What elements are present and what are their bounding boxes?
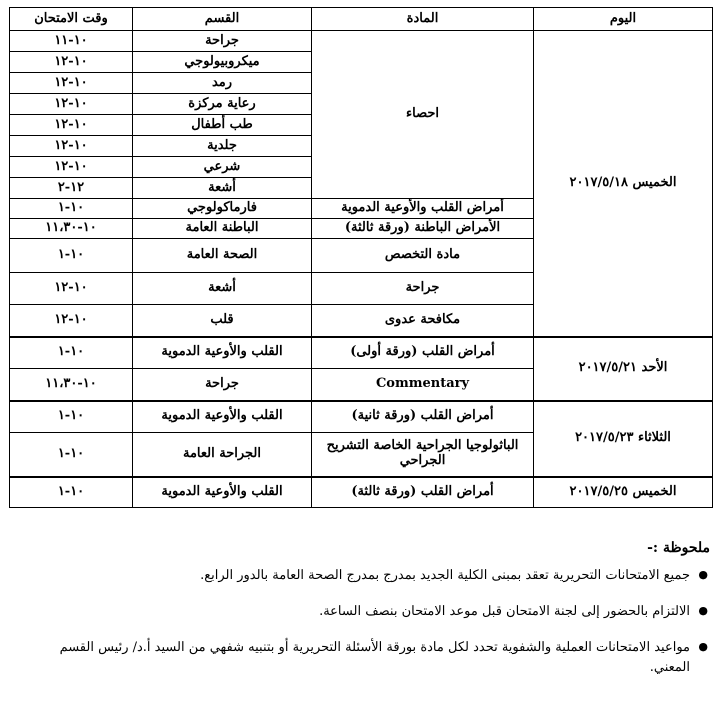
department-cell: أشعة bbox=[133, 273, 312, 305]
department-cell: جلدية bbox=[133, 136, 312, 157]
time-cell: ١٠-١ bbox=[10, 401, 133, 433]
department-cell: القلب والأوعية الدموية bbox=[133, 337, 312, 369]
department-cell: أشعة bbox=[133, 178, 312, 199]
note-text: الالتزام بالحضور إلى لجنة الامتحان قبل موعد الامتحان بنصف الساعة. bbox=[319, 604, 690, 620]
day-cell: الخميس ٢٠١٧/٥/٢٥ bbox=[534, 477, 713, 508]
bullet-icon: ● bbox=[698, 604, 708, 618]
subject-cell: مادة التخصص bbox=[312, 239, 534, 273]
day-cell: الخميس ٢٠١٧/٥/١٨ bbox=[534, 31, 713, 337]
department-cell: الباطنة العامة bbox=[133, 219, 312, 239]
subject-cell: أمراض القلب (ورقة أولى) bbox=[312, 337, 534, 369]
department-cell: جراحة bbox=[133, 31, 312, 52]
time-cell: ١٠-١٢ bbox=[10, 305, 133, 337]
time-cell: ١٠-١٢ bbox=[10, 52, 133, 73]
time-cell: ١٢-٢ bbox=[10, 178, 133, 199]
department-cell: رعاية مركزة bbox=[133, 94, 312, 115]
subject-cell: احصاء bbox=[312, 31, 534, 199]
table-row bbox=[10, 31, 713, 52]
department-cell: رمد bbox=[133, 73, 312, 94]
header-day: اليوم bbox=[534, 8, 713, 31]
day-cell: الأحد ٢٠١٧/٥/٢١ bbox=[534, 337, 713, 401]
bullet-icon: ● bbox=[698, 568, 708, 581]
note-item bbox=[20, 638, 708, 678]
time-cell: ١٠-١ bbox=[10, 477, 133, 508]
header-time: وقت الامتحان bbox=[10, 8, 133, 31]
time-cell: ١٠-١٢ bbox=[10, 94, 133, 115]
header-row bbox=[10, 8, 713, 31]
time-cell: ١٠-١ bbox=[10, 337, 133, 369]
subject-cell: Commentary bbox=[312, 369, 534, 401]
subject-cell: أمراض القلب (ورقة ثالثة) bbox=[312, 477, 534, 508]
time-cell: ١٠-١١،٣٠ bbox=[10, 219, 133, 239]
note-item bbox=[20, 566, 708, 586]
notes-title: ملحوظة :- bbox=[647, 540, 710, 556]
note-item bbox=[20, 602, 708, 622]
bullet-icon: ● bbox=[698, 640, 708, 654]
time-cell: ١٠-١٢ bbox=[10, 73, 133, 94]
time-cell: ١٠-١٢ bbox=[10, 115, 133, 136]
notes-list bbox=[20, 566, 710, 679]
department-cell: شرعي bbox=[133, 157, 312, 178]
note-text: جميع الامتحانات التحريرية تعقد بمبنى الكلية الجديد بمدرج بمدرج الصحة العامة بالدور الرابع. bbox=[200, 568, 690, 583]
day-cell: الثلاثاء ٢٠١٧/٥/٢٣ bbox=[534, 401, 713, 477]
subject-cell: الأمراض الباطنة (ورقة ثالثة) bbox=[312, 219, 534, 239]
department-cell: قلب bbox=[133, 305, 312, 337]
department-cell: القلب والأوعية الدموية bbox=[133, 401, 312, 433]
department-cell: ميكروبيولوجي bbox=[133, 52, 312, 73]
header-subject: المادة bbox=[312, 8, 534, 31]
time-cell: ١٠-١٢ bbox=[10, 136, 133, 157]
header-department: القسم bbox=[133, 8, 312, 31]
subject-cell: الباثولوجيا الجراحية الخاصة التشريح الجراحي bbox=[312, 433, 534, 477]
department-cell: الجراحة العامة bbox=[133, 433, 312, 477]
subject-cell: جراحة bbox=[312, 273, 534, 305]
time-cell: ١٠-١٢ bbox=[10, 157, 133, 178]
table-row bbox=[10, 401, 713, 433]
notes-section bbox=[20, 540, 710, 695]
department-cell: فارماكولوجي bbox=[133, 199, 312, 219]
subject-cell: أمراض القلب (ورقة ثانية) bbox=[312, 401, 534, 433]
time-cell: ١٠-١٢ bbox=[10, 273, 133, 305]
department-cell: القلب والأوعية الدموية bbox=[133, 477, 312, 508]
time-cell: ١٠-١ bbox=[10, 239, 133, 273]
department-cell: الصحة العامة bbox=[133, 239, 312, 273]
table-row bbox=[10, 337, 713, 369]
time-cell: ١٠-١١ bbox=[10, 31, 133, 52]
subject-cell: مكافحة عدوى bbox=[312, 305, 534, 337]
department-cell: طب أطفال bbox=[133, 115, 312, 136]
exam-schedule-table bbox=[9, 7, 713, 508]
subject-cell: أمراض القلب والأوعية الدموية bbox=[312, 199, 534, 219]
table-row bbox=[10, 477, 713, 508]
time-cell: ١٠-١١،٣٠ bbox=[10, 369, 133, 401]
time-cell: ١٠-١ bbox=[10, 433, 133, 477]
note-text: مواعيد الامتحانات العملية والشفوية تحدد لكل مادة بورقة الأسئلة التحريرية أو بتنبيه شفهي من السيد أ.د/ رئيس القسم المعني. bbox=[59, 640, 690, 676]
time-cell: ١٠-١ bbox=[10, 199, 133, 219]
department-cell: جراحة bbox=[133, 369, 312, 401]
